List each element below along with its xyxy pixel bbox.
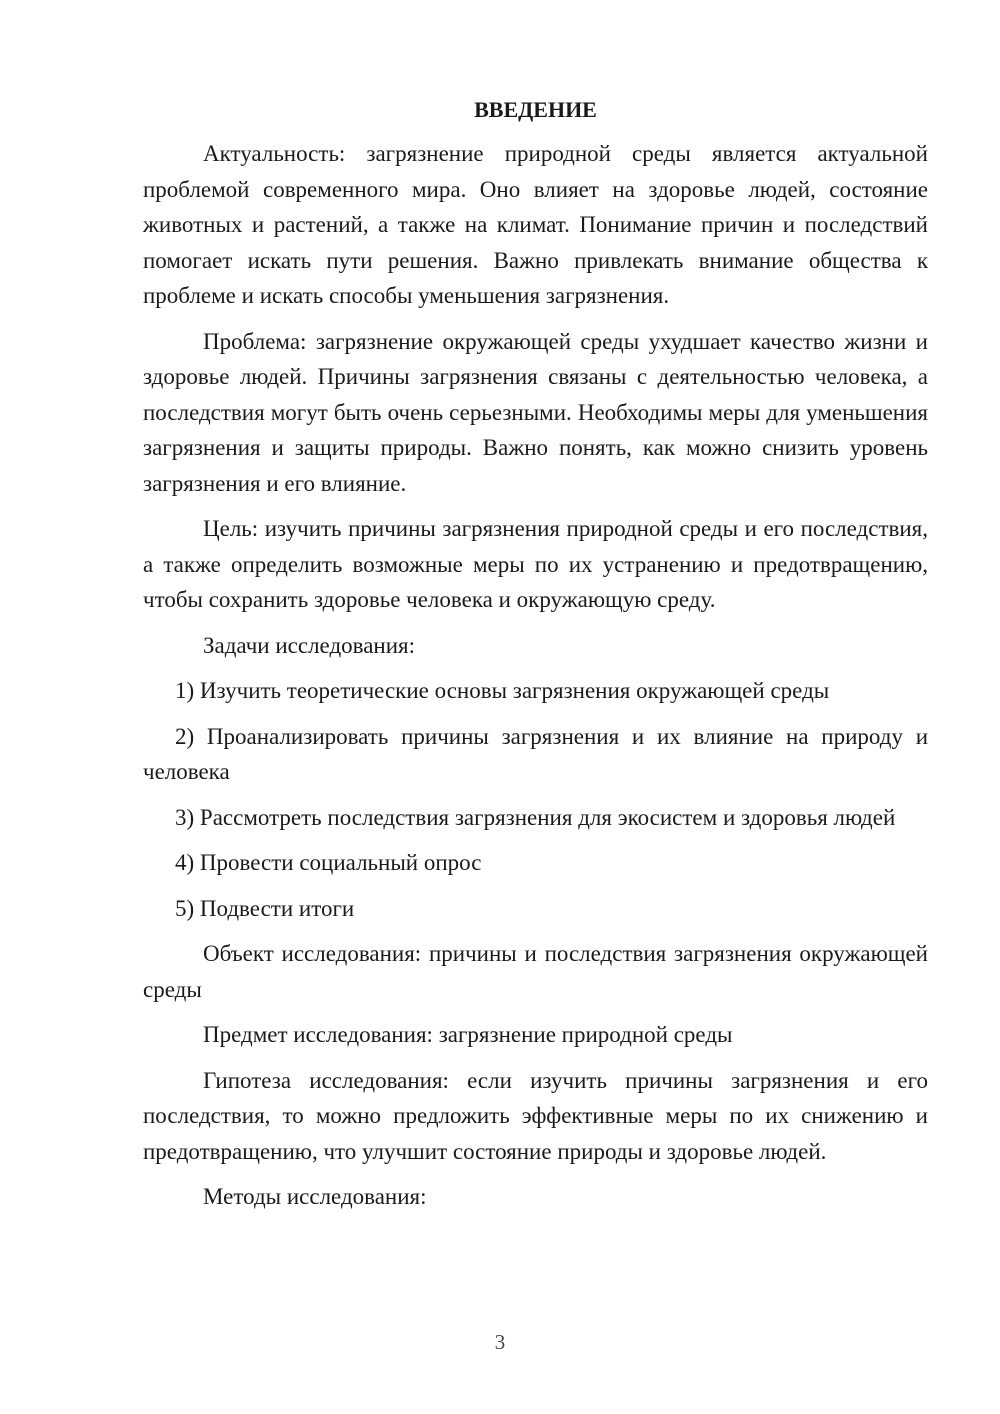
- object-paragraph: Объект исследования: причины и последствия загрязнения окружающей среды: [143, 941, 928, 1002]
- task-item-5: 5) Подвести итоги: [175, 895, 355, 921]
- tasks-heading: Задачи исследования:: [203, 632, 416, 658]
- page-title: ВВЕДЕНИЕ: [474, 97, 597, 122]
- task-item-4: 4) Провести социальный опрос: [175, 850, 482, 875]
- methods-heading: Методы исследования:: [203, 1184, 427, 1209]
- problem-paragraph: Проблема: загрязнение окружающей среды ухудшает качество жизни и здоровье людей. Причины загрязнения связаны с деятельностью человека, а последствия могут быть очень серьезными. Необходимы меры для уменьшения загрязнения и защиты природы. Важно понять, как можно снизить уровень загрязнения и его влияние.: [143, 328, 928, 496]
- page-number: 3: [494, 1330, 506, 1354]
- goal-paragraph: Цель: изучить причины загрязнения природной среды и его последствия, а также определить возможные меры по их устранению и предотвращению, чтобы сохранить здоровье человека и окружающую среду.: [143, 516, 928, 612]
- hypothesis-paragraph: Гипотеза исследования: если изучить причины загрязнения и его последствия, то можно предложить эффективные меры по их снижению и предотвращению, что улучшит состояние природы и здоровье людей.: [143, 1067, 928, 1164]
- task-item-1: 1) Изучить теоретические основы загрязнения окружающей среды: [175, 678, 830, 703]
- task-item-3: 3) Рассмотреть последствия загрязнения для экосистем и здоровья людей: [175, 804, 896, 830]
- task-item-2: 2) Проанализировать причины загрязнения и их влияние на природу и человека: [143, 723, 928, 784]
- subject-paragraph: Предмет исследования: загрязнение природной среды: [203, 1022, 733, 1047]
- document-page: [143, 92, 928, 1225]
- relevance-paragraph: Актуальность: загрязнение природной среды является актуальной проблемой современного мира. Оно влияет на здоровье людей, состояние животных и растений, а также на климат. Понимание причин и последствий помогает искать пути решения. Важно привлекать внимание общества к проблеме и искать способы уменьшения загрязнения.: [143, 141, 928, 308]
